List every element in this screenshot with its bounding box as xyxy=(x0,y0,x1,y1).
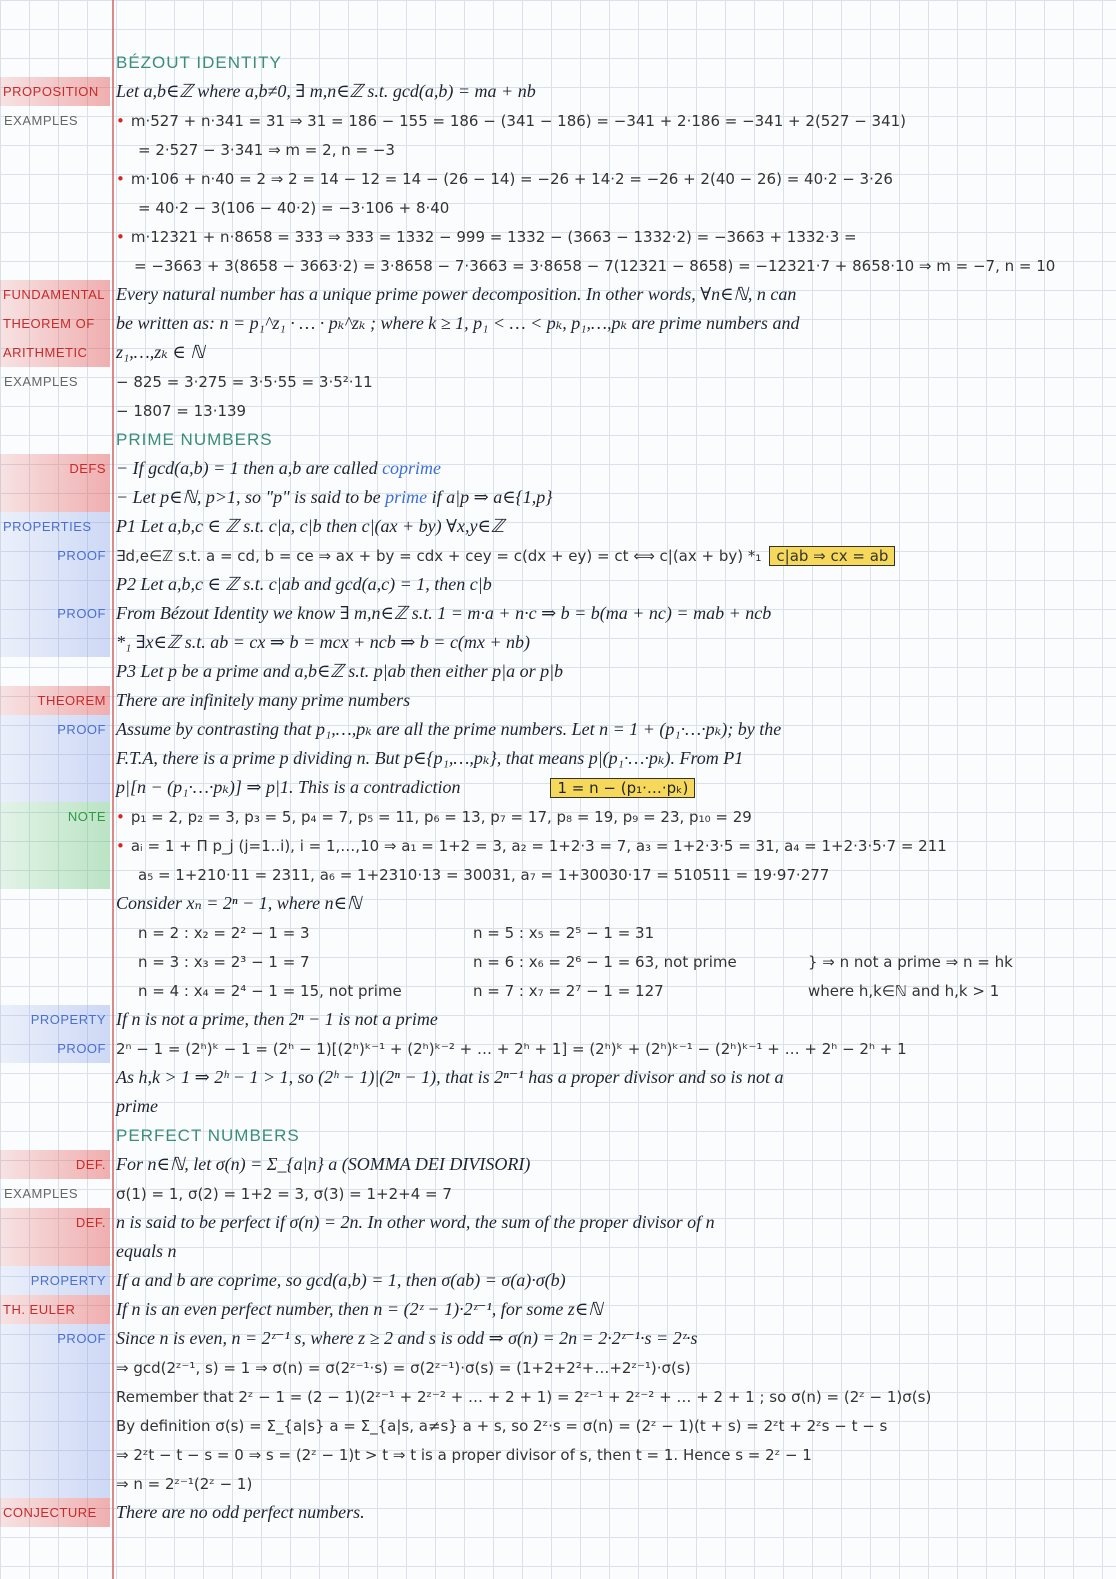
euler-proof4: By definition σ(s) = Σ_{a|s} a = Σ_{a|s, a≠s} a + s, so 2ᶻ·s = σ(n) = (2ᶻ − 1)(t + s) = 2ᶻt + 2ᶻs − t − s xyxy=(116,1416,888,1435)
def-perfect-b: equals n xyxy=(116,1241,177,1261)
case-n6: n = 6 : x₆ = 2⁶ − 1 = 63, not prime xyxy=(473,952,737,971)
note3: a₅ = 1+210·11 = 2311, a₆ = 1+2310·13 = 30031, a₇ = 1+30030·17 = 510511 = 19·97·277 xyxy=(138,865,830,884)
case-row-1 xyxy=(110,924,1116,942)
case-n4: n = 4 : x₄ = 2⁴ − 1 = 15, not prime xyxy=(138,981,402,1000)
fta-line1: Every natural number has a unique prime power decomposition. In other words, ∀n∈ℕ, n can xyxy=(116,284,797,304)
label-examples: EXAMPLES xyxy=(4,113,79,128)
conjecture-odd-perfect: There are no odd perfect numbers. xyxy=(116,1502,365,1522)
def-coprime-word: coprime xyxy=(382,458,442,478)
case-conclusion-2: where h,k∈ℕ and h,k > 1 xyxy=(808,981,1000,1000)
case-n7: n = 7 : x₇ = 2⁷ − 1 = 127 xyxy=(473,981,664,1000)
euler-proof5: ⇒ 2ᶻt − t − s = 0 ⇒ s = (2ᶻ − 1)t > t ⇒ t is a proper divisor of s, then t = 1. Hence s = 2ᶻ − 1 xyxy=(116,1445,812,1464)
bezout-ex2b: = 40·2 − 3(106 − 40·2) = −3·106 + 8·40 xyxy=(138,198,450,217)
case-row-3 xyxy=(110,982,1116,1000)
fta-row-3 xyxy=(0,338,1116,367)
mersenne-proof2: As h,k > 1 ⇒ 2ʰ − 1 > 1, so (2ʰ − 1)|(2ⁿ − 1), that is 2ⁿ⁻¹ has a proper divisor and so is not a xyxy=(116,1067,784,1087)
sigma-examples: σ(1) = 1, σ(2) = 1+2 = 3, σ(3) = 1+2+4 = 7 xyxy=(116,1184,452,1203)
label-th-euler: TH. EULER xyxy=(0,1295,110,1324)
bezout-example-row xyxy=(0,106,1116,135)
label-conjecture: CONJECTURE xyxy=(0,1498,110,1527)
bullet-icon: • xyxy=(116,807,125,826)
bezout-ex1a: m·527 + n·341 = 31 ⇒ 31 = 186 − 155 = 186 − (341 − 186) = −341 + 2·186 = −341 + 2(527 − 341) xyxy=(130,111,907,130)
def-prime-post: if a|p ⇒ a∈{1,p} xyxy=(427,487,553,507)
mersenne-proof1: 2ⁿ − 1 = (2ʰ)ᵏ − 1 = (2ʰ − 1)[(2ʰ)ᵏ⁻¹ + (2ʰ)ᵏ⁻² + … + 2ʰ + 1] = (2ʰ)ᵏ + (2ʰ)ᵏ⁻¹ − (2ʰ)ᵏ⁻¹ + … + 2ʰ − 2ʰ + 1 xyxy=(116,1039,907,1058)
thm-highlight-box: 1 = n − (p₁·…·pₖ) xyxy=(550,778,695,798)
case-row-2 xyxy=(110,953,1116,971)
bullet-icon: • xyxy=(116,169,125,188)
label-proof: PROOF xyxy=(0,715,110,744)
bezout-ex3a: m·12321 + n·8658 = 333 ⇒ 333 = 1332 − 999 = 1332 − (3663 − 1332·2) = −3663 + 1332·3 = xyxy=(130,227,857,246)
p2-proof1: From Bézout Identity we know ∃ m,n∈ℤ s.t. 1 = m·a + n·c ⇒ b = b(ma + nc) = mab + ncb xyxy=(116,603,772,623)
euler-theorem: If n is an even perfect number, then n = (2ᶻ − 1)·2ᶻ⁻¹, for some z∈ℕ xyxy=(116,1299,603,1319)
bezout-ex3b: = −3663 + 3(8658 − 3663·2) = 3·8658 − 7·3663 = 3·8658 − 7(12321 − 8658) = −12321·7 + 8658·10 ⇒ m = −7, n = 10 xyxy=(134,256,1056,275)
section-title-bezout: BÉZOUT IDENTITY xyxy=(116,52,282,72)
label-property: PROPERTY xyxy=(0,1266,110,1295)
bezout-proposition-row xyxy=(0,77,1116,106)
mersenne-proof3: prime xyxy=(116,1096,158,1116)
euler-proof1: Since n is even, n = 2ᶻ⁻¹ s, where z ≥ 2 and s is odd ⇒ σ(n) = 2n = 2·2ᶻ⁻¹·s = 2ᶻ·s xyxy=(116,1328,698,1348)
def-perfect-a: n is said to be perfect if σ(n) = 2n. In other word, the sum of the proper divisor of n xyxy=(116,1212,715,1232)
note1: p₁ = 2, p₂ = 3, p₃ = 5, p₄ = 7, p₅ = 11, p₆ = 13, p₇ = 17, p₈ = 19, p₉ = 23, p₁₀ = 29 xyxy=(130,807,752,826)
label-note: NOTE xyxy=(0,802,110,831)
label-theorem-of: THEOREM OF xyxy=(0,309,110,338)
def-coprime-text: − If gcd(a,b) = 1 then a,b are called xyxy=(116,458,383,478)
label-proof: PROOF xyxy=(0,1034,110,1063)
fta-line3: z₁,…,zₖ ∈ ℕ xyxy=(116,342,205,362)
thm-proof3: p|[n − (p₁·…·pₖ)] ⇒ p|1. This is a contradiction xyxy=(116,777,461,797)
euler-proof2: ⇒ gcd(2ᶻ⁻¹, s) = 1 ⇒ σ(n) = σ(2ᶻ⁻¹·s) = σ(2ᶻ⁻¹)·σ(s) = (1+2+2²+…+2ᶻ⁻¹)·σ(s) xyxy=(116,1358,691,1377)
def-prime-word: prime xyxy=(385,487,428,507)
bezout-ex2a: m·106 + n·40 = 2 ⇒ 2 = 14 − 12 = 14 − (26 − 14) = −26 + 14·2 = −26 + 2(40 − 26) = 40·2 − 3·26 xyxy=(130,169,893,188)
p1-proof: ∃d,e∈ℤ s.t. a = cd, b = ce ⇒ ax + by = cdx + cey = c(dx + ey) = ct ⟺ c|(ax + by) *₁ xyxy=(116,546,762,565)
label-fundamental: FUNDAMENTAL xyxy=(0,280,110,309)
p1-highlight-box: c|ab ⇒ cx = ab xyxy=(769,546,895,566)
bezout-statement: Let a,b∈ℤ where a,b≠0, ∃ m,n∈ℤ s.t. gcd(a,b) = ma + nb xyxy=(116,81,536,101)
fta-ex2: − 1807 = 13·139 xyxy=(116,401,247,420)
label-def: DEF. xyxy=(0,1208,110,1237)
bullet-icon: • xyxy=(116,111,125,130)
label-proposition: PROPOSITION xyxy=(0,77,110,106)
case-n5: n = 5 : x₅ = 2⁵ − 1 = 31 xyxy=(473,923,655,942)
case-n3: n = 3 : x₃ = 2³ − 1 = 7 xyxy=(138,952,310,971)
label-proof: PROOF xyxy=(0,541,110,570)
bullet-icon: • xyxy=(116,227,125,246)
section-title-row xyxy=(0,48,1116,77)
note2: aᵢ = 1 + Π p_j (j=1..i), i = 1,…,10 ⇒ a₁ = 1+2 = 3, a₂ = 1+2·3 = 7, a₃ = 1+2·3·5 = 31, a₄ = 1+2·3·5·7 = 211 xyxy=(130,836,947,855)
case-n2: n = 2 : x₂ = 2² − 1 = 3 xyxy=(138,923,310,942)
thm-proof2: F.T.A, there is a prime p dividing n. But p∈{p₁,…,pₖ}, that means p|(p₁·…·pₖ). From P1 xyxy=(116,748,744,768)
label-proof: PROOF xyxy=(0,1324,110,1353)
label-theorem: THEOREM xyxy=(0,686,110,715)
euler-proof3: Remember that 2ᶻ − 1 = (2 − 1)(2ᶻ⁻¹ + 2ᶻ⁻² + … + 2 + 1) = 2ᶻ⁻¹ + 2ᶻ⁻² + … + 2 + 1 ; so σ(n) = (2ᶻ − 1)σ(s) xyxy=(116,1387,932,1406)
property-p3: P3 Let p be a prime and a,b∈ℤ s.t. p|ab then either p|a or p|b xyxy=(116,661,564,681)
thm-proof1: Assume by contrasting that p₁,…,pₖ are all the prime numbers. Let n = 1 + (p₁·…·pₖ); by the xyxy=(116,719,782,739)
def-prime-text: − Let p∈ℕ, p>1, so "p" is said to be xyxy=(116,487,386,507)
p2-proof2: *₁ ∃x∈ℤ s.t. ab = cx ⇒ b = mcx + ncb ⇒ b = c(mx + nb) xyxy=(116,632,531,652)
label-examples: EXAMPLES xyxy=(4,1186,79,1201)
label-examples: EXAMPLES xyxy=(4,374,79,389)
section-title-primes: PRIME NUMBERS xyxy=(116,429,273,449)
fta-line2: be written as: n = p₁^z₁ · … · pₖ^zₖ ; where k ≥ 1, p₁ < … < pₖ, p₁,…,pₖ are prime numbers and xyxy=(116,313,800,333)
label-def: DEF. xyxy=(0,1150,110,1179)
property-p1: P1 Let a,b,c ∈ ℤ s.t. c|a, c|b then c|(ax + by) ∀x,y∈ℤ xyxy=(116,516,505,536)
property-mersenne: If n is not a prime, then 2ⁿ − 1 is not a prime xyxy=(116,1009,438,1029)
theorem-infinite-primes: There are infinitely many prime numbers xyxy=(116,690,411,710)
notebook-page xyxy=(0,48,1116,1527)
consider-line: Consider xₙ = 2ⁿ − 1, where n∈ℕ xyxy=(116,893,362,913)
label-defs: DEFS xyxy=(0,454,110,483)
euler-proof6: ⇒ n = 2ᶻ⁻¹(2ᶻ − 1) xyxy=(116,1474,253,1493)
case-conclusion-1: } ⇒ n not a prime ⇒ n = hk xyxy=(808,952,1013,971)
property-sigma-multiplicative: If a and b are coprime, so gcd(a,b) = 1, then σ(ab) = σ(a)·σ(b) xyxy=(116,1270,566,1290)
label-arithmetic: ARITHMETIC xyxy=(0,338,110,367)
label-properties: PROPERTIES xyxy=(0,512,110,541)
fta-row-2 xyxy=(0,309,1116,338)
section-title-perfect: PERFECT NUMBERS xyxy=(116,1125,300,1145)
fta-row-1 xyxy=(0,280,1116,309)
property-p2: P2 Let a,b,c ∈ ℤ s.t. c|ab and gcd(a,c) = 1, then c|b xyxy=(116,574,492,594)
def-sigma: For n∈ℕ, let σ(n) = Σ_{a|n} a (SOMMA DEI DIVISORI) xyxy=(116,1154,531,1174)
label-proof: PROOF xyxy=(0,599,110,628)
bullet-icon: • xyxy=(116,836,125,855)
bezout-ex1b: = 2·527 − 3·341 ⇒ m = 2, n = −3 xyxy=(138,140,395,159)
fta-ex1: − 825 = 3·275 = 3·5·55 = 3·5²·11 xyxy=(116,372,373,391)
label-property: PROPERTY xyxy=(0,1005,110,1034)
